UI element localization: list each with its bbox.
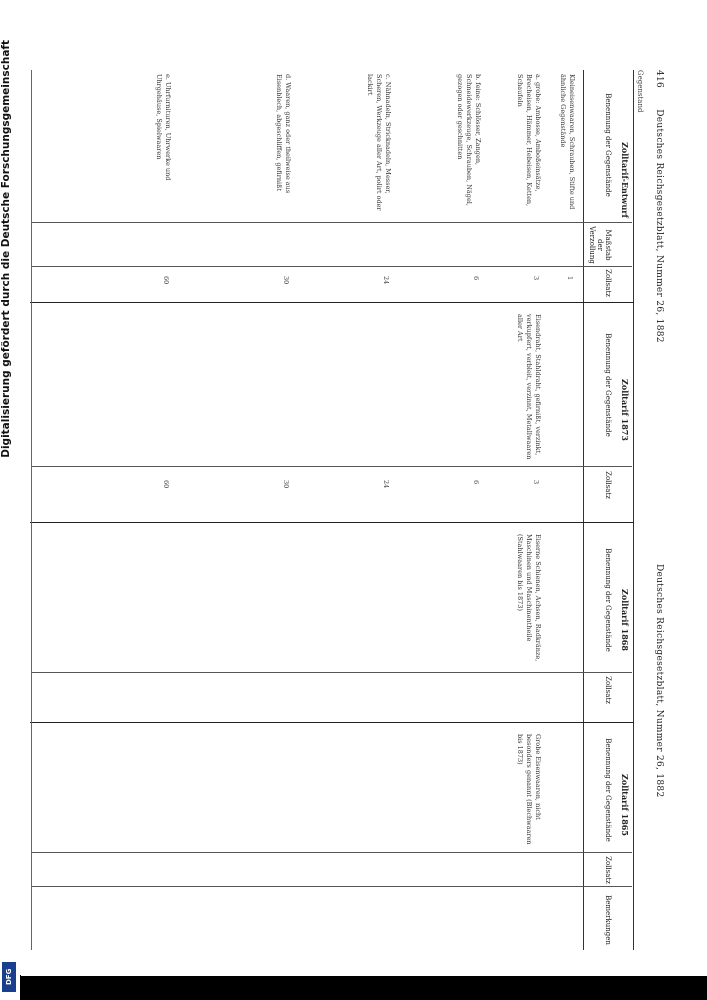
col-header-2: Maßstab der Verzollung xyxy=(587,226,612,264)
left-title: Deutsches Reichsgesetzblatt, Nummer 26, 1882 xyxy=(654,109,664,343)
credit-text: Digitalisierung gefördert durch die Deutsche Forschungsgemeinschaft xyxy=(0,40,12,458)
rate-1873-1: 3 xyxy=(532,480,540,485)
group-rule xyxy=(30,302,634,303)
row-text-2: a. grobe: Ambosse, Amboßeinsätze, Brecheisen, Hämmer, Hebeisen, Ketten, Schaufeln xyxy=(516,74,542,207)
notes-1868: Eiserne Schienen, Achsen, Radkränze, Maschinen und Maschinentheile (Stahlwaaren bis 1873) xyxy=(516,534,542,662)
col-rule xyxy=(32,672,632,673)
col-header-4: Benennung der Gegenstände xyxy=(604,333,612,437)
rotated-table xyxy=(20,30,692,975)
row-text-4: c. Nähnadeln, Stricknadeln, Messer, Scheren, Werkzeuge aller Art, polirt oder lackirt xyxy=(366,74,392,211)
col-rule xyxy=(32,886,632,887)
group-rule xyxy=(30,522,634,523)
col-header-1: Benennung der Gegenstände xyxy=(604,93,612,197)
running-header xyxy=(654,70,664,950)
top-rule xyxy=(633,70,634,950)
row-rate-4: 24 xyxy=(382,276,390,285)
col-header-9: Zollsatz xyxy=(604,856,612,884)
rate-1873-3: 24 xyxy=(382,480,390,489)
row-text-1: Kleineisenwaaren, Schrauben, Stifte und ähnliche Gegenstände xyxy=(559,74,576,210)
group-rule xyxy=(30,722,634,723)
rate-1873-5: 60 xyxy=(162,480,170,489)
margin-label: Gegenstand xyxy=(636,70,644,113)
rate-1873-4: 30 xyxy=(282,480,290,489)
page-number: 416 xyxy=(654,70,664,89)
col-header-10: Bemerkungen xyxy=(604,895,612,945)
group-header-4: Zolltarif 1865 xyxy=(620,774,630,836)
notes-1873: Eisendraht, Stahldraht, gefirnißt, verzinkt, verkupfert, verbleit, verzinnt, Metallwaaren aller Art xyxy=(516,314,542,460)
row-rate-3: 6 xyxy=(472,276,480,281)
group-header-2: Zolltarif 1873 xyxy=(620,379,630,441)
row-rate-1: 1 xyxy=(566,276,574,281)
scanned-page xyxy=(20,30,692,975)
scanner-bottom-bar xyxy=(20,976,707,1000)
row-text-3: b. feine: Schlösser, Zangen, Schneidewerkzeuge, Schrauben, Nägel, gezogen oder geschnitten xyxy=(456,74,482,206)
col-header-7: Zollsatz xyxy=(604,676,612,704)
right-title: Deutsches Reichsgesetzblatt, Nummer 26, 1882 xyxy=(654,563,664,798)
notes-1865: Grobe Eisenwaaren, nicht besonders genannt (Blechwaaren bis 1873) xyxy=(516,734,542,845)
col-header-6: Benennung der Gegenstände xyxy=(604,548,612,652)
col-header-8: Benennung der Gegenstände xyxy=(604,738,612,842)
group-header-3: Zolltarif 1868 xyxy=(620,589,630,651)
col-rule xyxy=(32,222,632,223)
row-rate-6: 60 xyxy=(162,276,170,285)
col-rule xyxy=(32,266,632,267)
group-header-1: Zolltarif-Entwurf xyxy=(620,142,630,218)
row-text-5: d. Waaren, ganz oder theilweise aus Eisenblech, abgeschliffen, gefirnißt xyxy=(275,74,292,194)
row-rate-2: 3 xyxy=(532,276,540,281)
row-text-6: e. Uhrfurnituren, Uhrwerke und Uhrgehäuse, Spielwaaren xyxy=(155,74,172,181)
dfg-logo-icon: DFG xyxy=(2,962,16,992)
col-header-3: Zollsatz xyxy=(604,269,612,297)
col-rule xyxy=(32,852,632,853)
sidebar-credit xyxy=(0,40,18,990)
bottom-rule xyxy=(31,70,32,950)
row-rate-5: 30 xyxy=(282,276,290,285)
col-rule xyxy=(32,466,632,467)
col-header-5: Zollsatz xyxy=(604,471,612,499)
rate-1873-2: 6 xyxy=(472,480,480,485)
header-rule xyxy=(583,70,584,950)
